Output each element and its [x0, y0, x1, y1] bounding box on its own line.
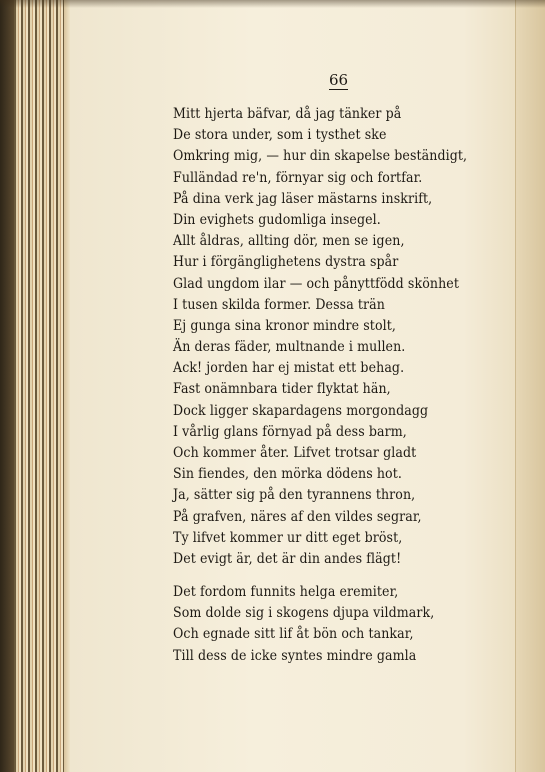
poem-line: Ty lifvet kommer ur ditt eget bröst,: [173, 529, 403, 546]
poem-line: De stora under, som i tysthet ske: [173, 127, 387, 144]
poem-line: Ej gunga sina kronor mindre stolt,: [173, 317, 397, 334]
poem-line: Än deras fäder, multnande i mullen.: [173, 339, 406, 356]
poem-line: Din evighets gudomliga insegel.: [173, 211, 381, 228]
poem-line: På grafven, näres af den vildes segrar,: [173, 508, 422, 525]
poem-stanza-2: [173, 582, 463, 667]
poem-line: Det fordom funnits helga eremiter,: [173, 584, 399, 600]
poem-line: På dina verk jag läser mästarns inskrift,: [173, 190, 433, 207]
poem-line: Och egnade sitt lif åt bön och tankar,: [173, 626, 414, 643]
poem-line: Glad ungdom ilar — och pånyttfödd skönhet: [173, 275, 460, 292]
poem-line: Det evigt är, det är din andes flägt!: [173, 550, 402, 567]
top-shadow: [0, 0, 545, 8]
poem-line: Och kommer åter. Lifvet trotsar gladt: [173, 445, 417, 461]
poem-line: Ja, sätter sig på den tyrannens thron,: [173, 487, 416, 504]
poem-line: Sin fiendes, den mörka dödens hot.: [173, 466, 402, 483]
poem-line: Hur i förgänglighetens dystra spår: [173, 254, 399, 271]
page-number: 66: [329, 71, 349, 89]
poem-line: Dock ligger skapardagens morgondagg: [173, 402, 429, 419]
poem-line: Allt åldras, allting dör, men se igen,: [173, 233, 405, 250]
poem-line: Som dolde sig i skogens djupa vildmark,: [173, 605, 435, 622]
poem-line: I vårlig glans förnyad på dess barm,: [173, 423, 407, 440]
poem-line: Fulländad re'n, förnyar sig och fortfar.: [173, 169, 423, 186]
poem-line: Mitt hjerta bäfvar, då jag tänker på: [173, 106, 402, 122]
poem-line: Fast onämnbara tider flyktat hän,: [173, 381, 391, 398]
poem-line: I tusen skilda former. Dessa trän: [173, 296, 385, 313]
poem-line: Ack! jorden har ej mistat ett behag.: [173, 360, 405, 377]
poem-stanza-1: [173, 104, 500, 570]
book-page-edges: [0, 0, 70, 772]
adjacent-page-bleed: [515, 0, 545, 772]
poem-line: Omkring mig, — hur din skapelse beständigt,: [173, 148, 468, 165]
poem-line: Till dess de icke syntes mindre gamla: [173, 647, 417, 664]
